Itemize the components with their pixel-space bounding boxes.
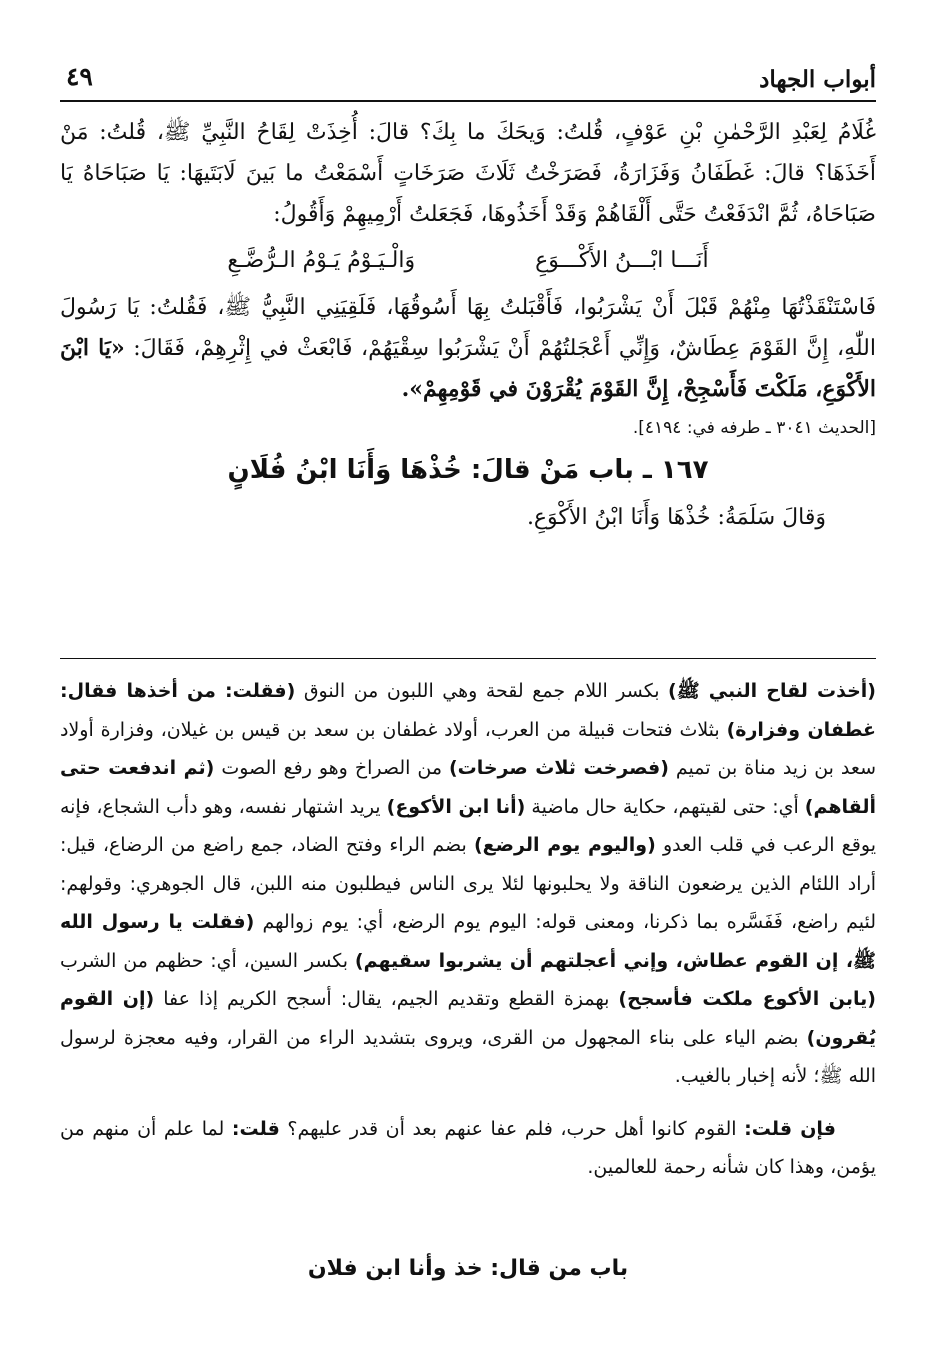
commentary-lemma: (أخذت لقاح النبي ﷺ): [668, 680, 876, 702]
prophet-quote: «يَا ابْنَ الأَكْوَعِ، مَلَكْتَ فَأَسْجِحْ، إِنَّ القَوْمَ يُقْرَوْنَ في قَوْمِهِمْ».: [60, 335, 876, 402]
commentary-text: أي: حتى لقيتهم، حكاية حال ماضية: [525, 795, 805, 818]
commentary-text: بهمزة القطع وتقديم الجيم، يقال: أسجح الكريم إذا عفا: [154, 988, 619, 1010]
book-page: [60, 0, 876, 1365]
commentary-question: [60, 1110, 876, 1187]
hadith-paragraph-2-text: فَاسْتَنْقَذْتُهَا مِنْهُمْ قَبْلَ أَنْ يَشْرَبُوا، فَأَقْبَلتُ بِهَا أَسُوقُهَا، فَلَقِيَنِي النَّبِيُّ ﷺ، فَقُلتُ: يَا رَسُولَ اللّٰهِ، إِنَّ القَوْمَ عِطَاشٌ، وَإِنِّي أَعْجَلتُهُمْ أَنْ يَشْرَبُوا سِقْيَهُمْ، فَابْعَثْ في إِثْرِهِمْ، فَقَالَ:: [60, 295, 876, 361]
commentary-text: يريد اشتهار نفسه، وهو دأب الشجاع، فإنه يوقع الرعب في قلب العدو: [59, 795, 876, 856]
commentary-lemma: (فقلت يا رسول الله ﷺ، إن القوم عطاش، وإني أعجلتهم أن يشربوا سقيهم): [60, 911, 876, 972]
commentary-lemma: (فصرخت ثلاث صرخات): [448, 757, 669, 779]
chapter-subtext: وَقالَ سَلَمَةُ: خُذْهَا وَأَنَا ابْنُ الأَكْوَعِ.: [526, 505, 826, 530]
commentary-lemma: (إن القوم يُقرون): [60, 988, 876, 1049]
commentary-divider: [60, 658, 876, 659]
answer-text: لما علم أن منهم من يؤمن، وهذا كان شأنه رحمة للعالمين.: [60, 1117, 876, 1178]
page-number: ٤٩: [66, 62, 93, 91]
section-title: أبواب الجهاد: [759, 66, 876, 93]
hadith-paragraph-1: غُلَامُ لِعَبْدِ الرَّحْمٰنِ بْنِ عَوْفٍ، قُلتُ: وَيحَكَ ما بِكَ؟ قالَ: أُخِذَتْ لِقَاحُ النَّبِيِّ ﷺ، قُلتُ: مَنْ أَخَذَهَا؟ قالَ: غَطَفَانُ وَفَزَارَةُ، فَصَرَخْتُ ثَلَاثَ صَرَخَاتٍ أَسْمَعْتُ ما بَينَ لَابَتَيهَا: يَا صَبَاحَاهُ يَا صَبَاحَاهُ، ثُمَّ انْدَفَعْتُ حَتَّى أَلْقَاهُمْ وَقَدْ أَخَذُوهَا، فَجَعَلتُ أَرْمِيهِمْ وَأَقُولُ:: [60, 120, 876, 227]
answer-label: قلت:: [231, 1117, 280, 1140]
hadith-text: [60, 112, 876, 538]
page-header: [60, 62, 876, 98]
question-text: القوم كانوا أهل حرب، فلم عفا عنهم بعد أن قدر عليهم؟: [279, 1117, 745, 1140]
commentary-text: بكسر اللام جمع لقحة وهي اللبون من النوق: [295, 680, 669, 702]
commentary-lemma: (فقلت: من أخذها فقال: غطفان وفزارة): [60, 680, 876, 741]
header-divider: [60, 100, 876, 102]
commentary-lemma: (ثم اندفعت حتى ألقاهم): [60, 757, 876, 818]
commentary-text: بثلاث فتحات قبيلة من العرب، أولاد غطفان بن سعد بن قيس بن غيلان، وفزارة أولاد سعد بن زيد مناة بن تميم: [60, 718, 876, 779]
poem-verse: [60, 239, 876, 283]
commentary-paragraph: [60, 672, 876, 1096]
commentary-text: بضم الراء وفتح الضاد، جمع راضع من الرضاع، قيل: أراد اللئام الذين يرضعون الناقة ولا يحلبونها لئلا يرى الناس فيطلبون منه اللبن، قال الجوهري: وقولهم: لئيم راضع، فَفَسَّره بما ذكرنا، ومعنى قوله: اليوم يوم الرضع، أي: يوم زوالهم: [60, 834, 876, 933]
commentary-text: بضم الياء على بناء المجهول من القرى، ويروى بتشديد الراء من القرار، وفيه معجزة لرسول الله ﷺ؛ لأنه إخبار بالغيب.: [60, 1026, 876, 1087]
commentary-lemma: (أنا ابن الأكوع): [386, 795, 526, 818]
commentary-text: من الصراخ وهو رفع الصوت: [214, 757, 449, 779]
commentary-lemma: (واليوم يوم الرضع): [473, 834, 656, 856]
commentary-text: بكسر السين، أي: حظهم من الشرب: [60, 949, 355, 972]
footer-chapter-heading: باب من قال: خذ وأنا ابن فلان: [307, 1256, 629, 1281]
verse-hemistich-right: أَنَـــا ابْـــنُ الأَكْـــوَعِ: [535, 248, 709, 273]
hadith-paragraph-2: [60, 287, 876, 410]
commentary-lemma: (يابن الأكوع ملكت فأسجح): [618, 988, 876, 1010]
hadith-reference: [الحديث ٣٠٤١ ـ طرفه في: ٤١٩٤].: [632, 418, 876, 438]
question-label: فإن قلت:: [744, 1117, 836, 1140]
chapter-title: ١٦٧ ـ باب مَنْ قالَ: خُذْهَا وَأَنَا ابْنُ فُلَانٍ: [227, 455, 709, 485]
verse-hemistich-left: وَالْـيَـوْمُ يَـوْمُ الـرُّضَّـعِ: [227, 248, 416, 273]
commentary: [60, 672, 876, 1187]
